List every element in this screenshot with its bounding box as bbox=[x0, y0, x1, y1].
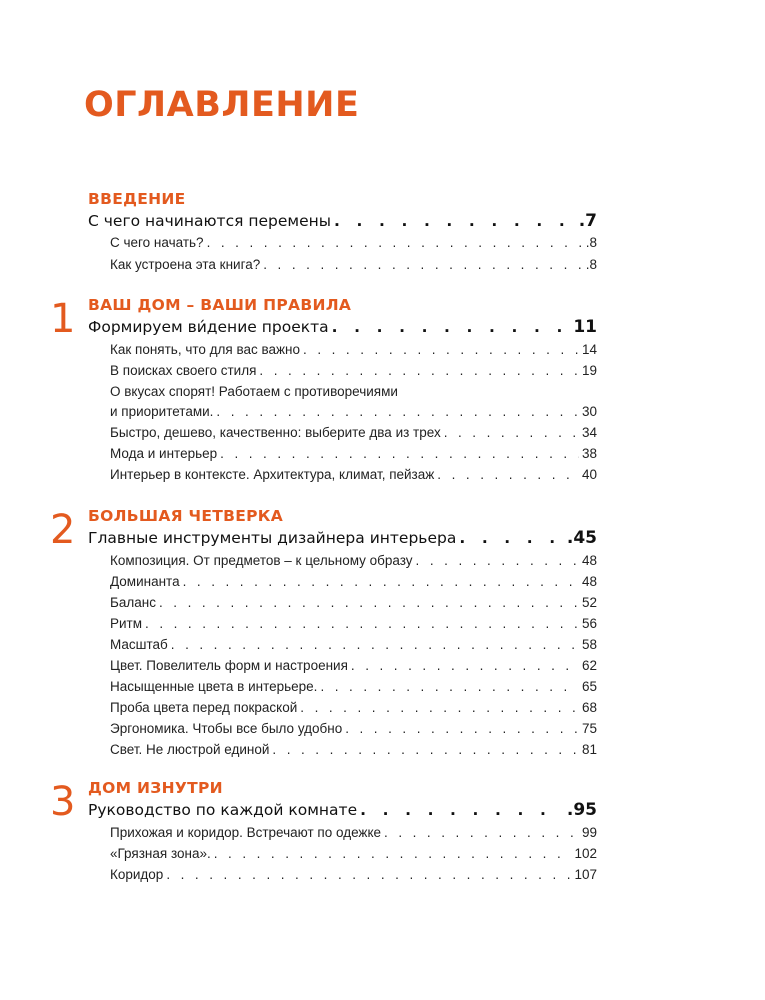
dot-leader bbox=[166, 868, 571, 882]
chapter-entry[interactable] bbox=[88, 319, 597, 336]
toc-entry[interactable] bbox=[110, 743, 597, 757]
page-number: .7 bbox=[578, 211, 597, 231]
page-number: 40 bbox=[581, 467, 597, 482]
dot-leader bbox=[351, 659, 579, 673]
toc-entry[interactable] bbox=[110, 638, 597, 652]
toc-entry[interactable] bbox=[110, 468, 597, 482]
entry-title: Как устроена эта книга? bbox=[110, 257, 261, 272]
toc-entry[interactable] bbox=[110, 847, 597, 861]
entry-title: Цвет. Повелитель форм и настроения bbox=[110, 658, 348, 673]
dot-leader bbox=[145, 617, 579, 631]
entry-title: Баланс bbox=[110, 595, 156, 610]
section-title: ДОМ ИЗНУТРИ bbox=[88, 779, 223, 797]
dot-leader bbox=[272, 743, 579, 757]
dot-leader bbox=[207, 236, 583, 250]
entry-title: Свет. Не люстрой единой bbox=[110, 742, 270, 757]
dot-leader bbox=[220, 447, 579, 461]
page-number: 48 bbox=[581, 574, 597, 589]
dot-leader bbox=[360, 803, 564, 819]
page-number: 68 bbox=[581, 700, 597, 715]
page-number: 81 bbox=[581, 742, 597, 757]
page-number: 56 bbox=[581, 616, 597, 631]
page-title: ОГЛАВЛЕНИЕ bbox=[84, 85, 360, 125]
entry-title: и приоритетами. bbox=[110, 404, 214, 419]
dot-leader bbox=[159, 596, 579, 610]
page-number: 65 bbox=[581, 679, 597, 694]
page-number: 14 bbox=[581, 342, 597, 357]
toc-entry[interactable] bbox=[110, 701, 597, 715]
entry-title: Доминанта bbox=[110, 574, 180, 589]
entry-title: Интерьер в контексте. Архитектура, климат, пейзаж bbox=[110, 467, 435, 482]
entry-title: Прихожая и коридор. Встречают по одежке bbox=[110, 825, 382, 840]
page-number: 62 bbox=[581, 658, 597, 673]
chapter-entry[interactable] bbox=[88, 530, 597, 547]
dot-leader bbox=[459, 531, 564, 547]
toc-entry[interactable] bbox=[110, 364, 597, 378]
entry-title: Мода и интерьер bbox=[110, 446, 218, 461]
toc-entry[interactable] bbox=[110, 868, 597, 882]
toc-entry[interactable] bbox=[110, 826, 597, 840]
toc-entry[interactable] bbox=[110, 236, 597, 250]
dot-leader bbox=[345, 722, 579, 736]
page-number: 38 bbox=[581, 446, 597, 461]
dot-leader bbox=[332, 320, 571, 336]
entry-title: Коридор bbox=[110, 867, 164, 882]
chapter-title: Формируем ви́дение проекта bbox=[88, 318, 329, 336]
dot-leader bbox=[214, 847, 572, 861]
dot-leader bbox=[216, 405, 579, 419]
page-number: 52 bbox=[581, 595, 597, 610]
page-number: 75 bbox=[581, 721, 597, 736]
dot-leader bbox=[300, 701, 579, 715]
chapter-entry[interactable] bbox=[88, 802, 597, 819]
toc-entry[interactable] bbox=[110, 596, 597, 610]
page-number: 11 bbox=[573, 317, 597, 337]
entry-title: Быстро, дешево, качественно: выберите два из трех bbox=[110, 425, 441, 440]
dot-leader bbox=[437, 468, 579, 482]
toc-entry[interactable] bbox=[110, 343, 597, 357]
entry-title: Насыщенные цвета в интерьере. bbox=[110, 679, 318, 694]
entry-title: «Грязная зона». bbox=[110, 846, 211, 861]
section-number: 3 bbox=[50, 779, 76, 825]
page-number: .45 bbox=[566, 528, 597, 548]
chapter-title: Руководство по каждой комнате bbox=[88, 801, 358, 819]
toc-entry[interactable] bbox=[110, 680, 597, 694]
dot-leader bbox=[259, 364, 579, 378]
section-title: БОЛЬШАЯ ЧЕТВЕРКА bbox=[88, 507, 284, 525]
page-number: 30 bbox=[581, 404, 597, 419]
entry-title: Композиция. От предметов – к цельному образу bbox=[110, 553, 413, 568]
toc-entry-line[interactable] bbox=[110, 385, 597, 399]
dot-leader bbox=[416, 554, 579, 568]
section-number: 2 bbox=[50, 507, 76, 553]
toc-entry[interactable] bbox=[110, 554, 597, 568]
page-number: .95 bbox=[566, 800, 597, 820]
page-number: 19 bbox=[581, 363, 597, 378]
page-number: .8 bbox=[585, 257, 597, 272]
toc-entry[interactable] bbox=[110, 575, 597, 589]
dot-leader bbox=[334, 214, 576, 230]
page-number: 34 bbox=[581, 425, 597, 440]
entry-title: О вкусах спорят! Работаем с противоречиями bbox=[110, 384, 398, 399]
dot-leader bbox=[263, 258, 583, 272]
entry-title: Эргономика. Чтобы все было удобно bbox=[110, 721, 343, 736]
entry-title: Масштаб bbox=[110, 637, 168, 652]
entry-title: Ритм bbox=[110, 616, 143, 631]
entry-title: С чего начать? bbox=[110, 235, 204, 250]
section-number: 1 bbox=[50, 296, 76, 342]
page-number: 58 bbox=[581, 637, 597, 652]
dot-leader bbox=[183, 575, 579, 589]
entry-title: В поисках своего стиля bbox=[110, 363, 257, 378]
page-number: 48 bbox=[581, 553, 597, 568]
toc-entry[interactable] bbox=[110, 722, 597, 736]
toc-entry[interactable] bbox=[110, 258, 597, 272]
section-title: ВАШ ДОМ – ВАШИ ПРАВИЛА bbox=[88, 296, 352, 314]
entry-title: Проба цвета перед покраской bbox=[110, 700, 298, 715]
page-number: 107 bbox=[574, 867, 597, 882]
toc-entry[interactable] bbox=[110, 447, 597, 461]
toc-entry[interactable] bbox=[110, 617, 597, 631]
toc-entry[interactable] bbox=[110, 405, 597, 419]
dot-leader bbox=[320, 680, 579, 694]
dot-leader bbox=[303, 343, 579, 357]
dot-leader bbox=[171, 638, 579, 652]
chapter-entry[interactable] bbox=[88, 213, 597, 230]
dot-leader bbox=[384, 826, 579, 840]
page-number: 102 bbox=[574, 846, 597, 861]
page-number: .8 bbox=[585, 235, 597, 250]
entry-title: Как понять, что для вас важно bbox=[110, 342, 301, 357]
toc-entry[interactable] bbox=[110, 426, 597, 440]
toc-entry[interactable] bbox=[110, 659, 597, 673]
chapter-title: С чего начинаются перемены bbox=[88, 212, 331, 230]
chapter-title: Главные инструменты дизайнера интерьера bbox=[88, 529, 457, 547]
section-title: ВВЕДЕНИЕ bbox=[88, 190, 186, 208]
dot-leader bbox=[444, 426, 579, 440]
page-number: 99 bbox=[581, 825, 597, 840]
